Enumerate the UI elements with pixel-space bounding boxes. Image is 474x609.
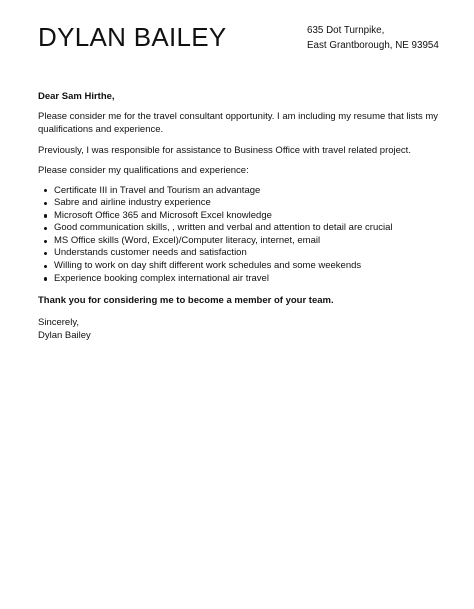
qualifications-intro: Please consider my qualifications and experience:: [38, 165, 249, 176]
applicant-address: [307, 23, 439, 53]
list-item: Good communication skills, , written and verbal and attention to detail are crucial: [54, 222, 444, 235]
signoff: Sincerely,: [38, 316, 80, 328]
list-item: Understands customer needs and satisfaction: [54, 247, 444, 260]
salutation: Dear Sam Hirthe,: [38, 91, 115, 102]
experience-paragraph: Previously, I was responsible for assistance to Business Office with travel related project.: [38, 144, 411, 156]
applicant-name: DYLAN BAILEY: [38, 22, 227, 52]
intro-paragraph: Please consider me for the travel consultant opportunity. I am including my resume that lists my qualifications and experience.: [38, 110, 439, 135]
list-item: MS Office skills (Word, Excel)/Computer literacy, internet, email: [54, 235, 444, 248]
closing-statement: Thank you for considering me to become a member of your team.: [38, 295, 334, 307]
address-line-1: 635 Dot Turnpike,: [307, 25, 385, 36]
qualifications-list: [38, 185, 444, 286]
list-item: Willing to work on day shift different work schedules and some weekends: [54, 260, 444, 273]
list-item: Sabre and airline industry experience: [54, 197, 444, 210]
letter-body: [38, 90, 444, 343]
letter-header: [38, 20, 454, 60]
list-item: Microsoft Office 365 and Microsoft Excel knowledge: [54, 210, 444, 223]
list-item: Certificate III in Travel and Tourism an advantage: [54, 185, 444, 198]
list-item: Experience booking complex international air travel: [54, 273, 444, 286]
signature-name: Dylan Bailey: [38, 330, 91, 342]
address-line-2: East Grantborough, NE 93954: [307, 40, 439, 51]
